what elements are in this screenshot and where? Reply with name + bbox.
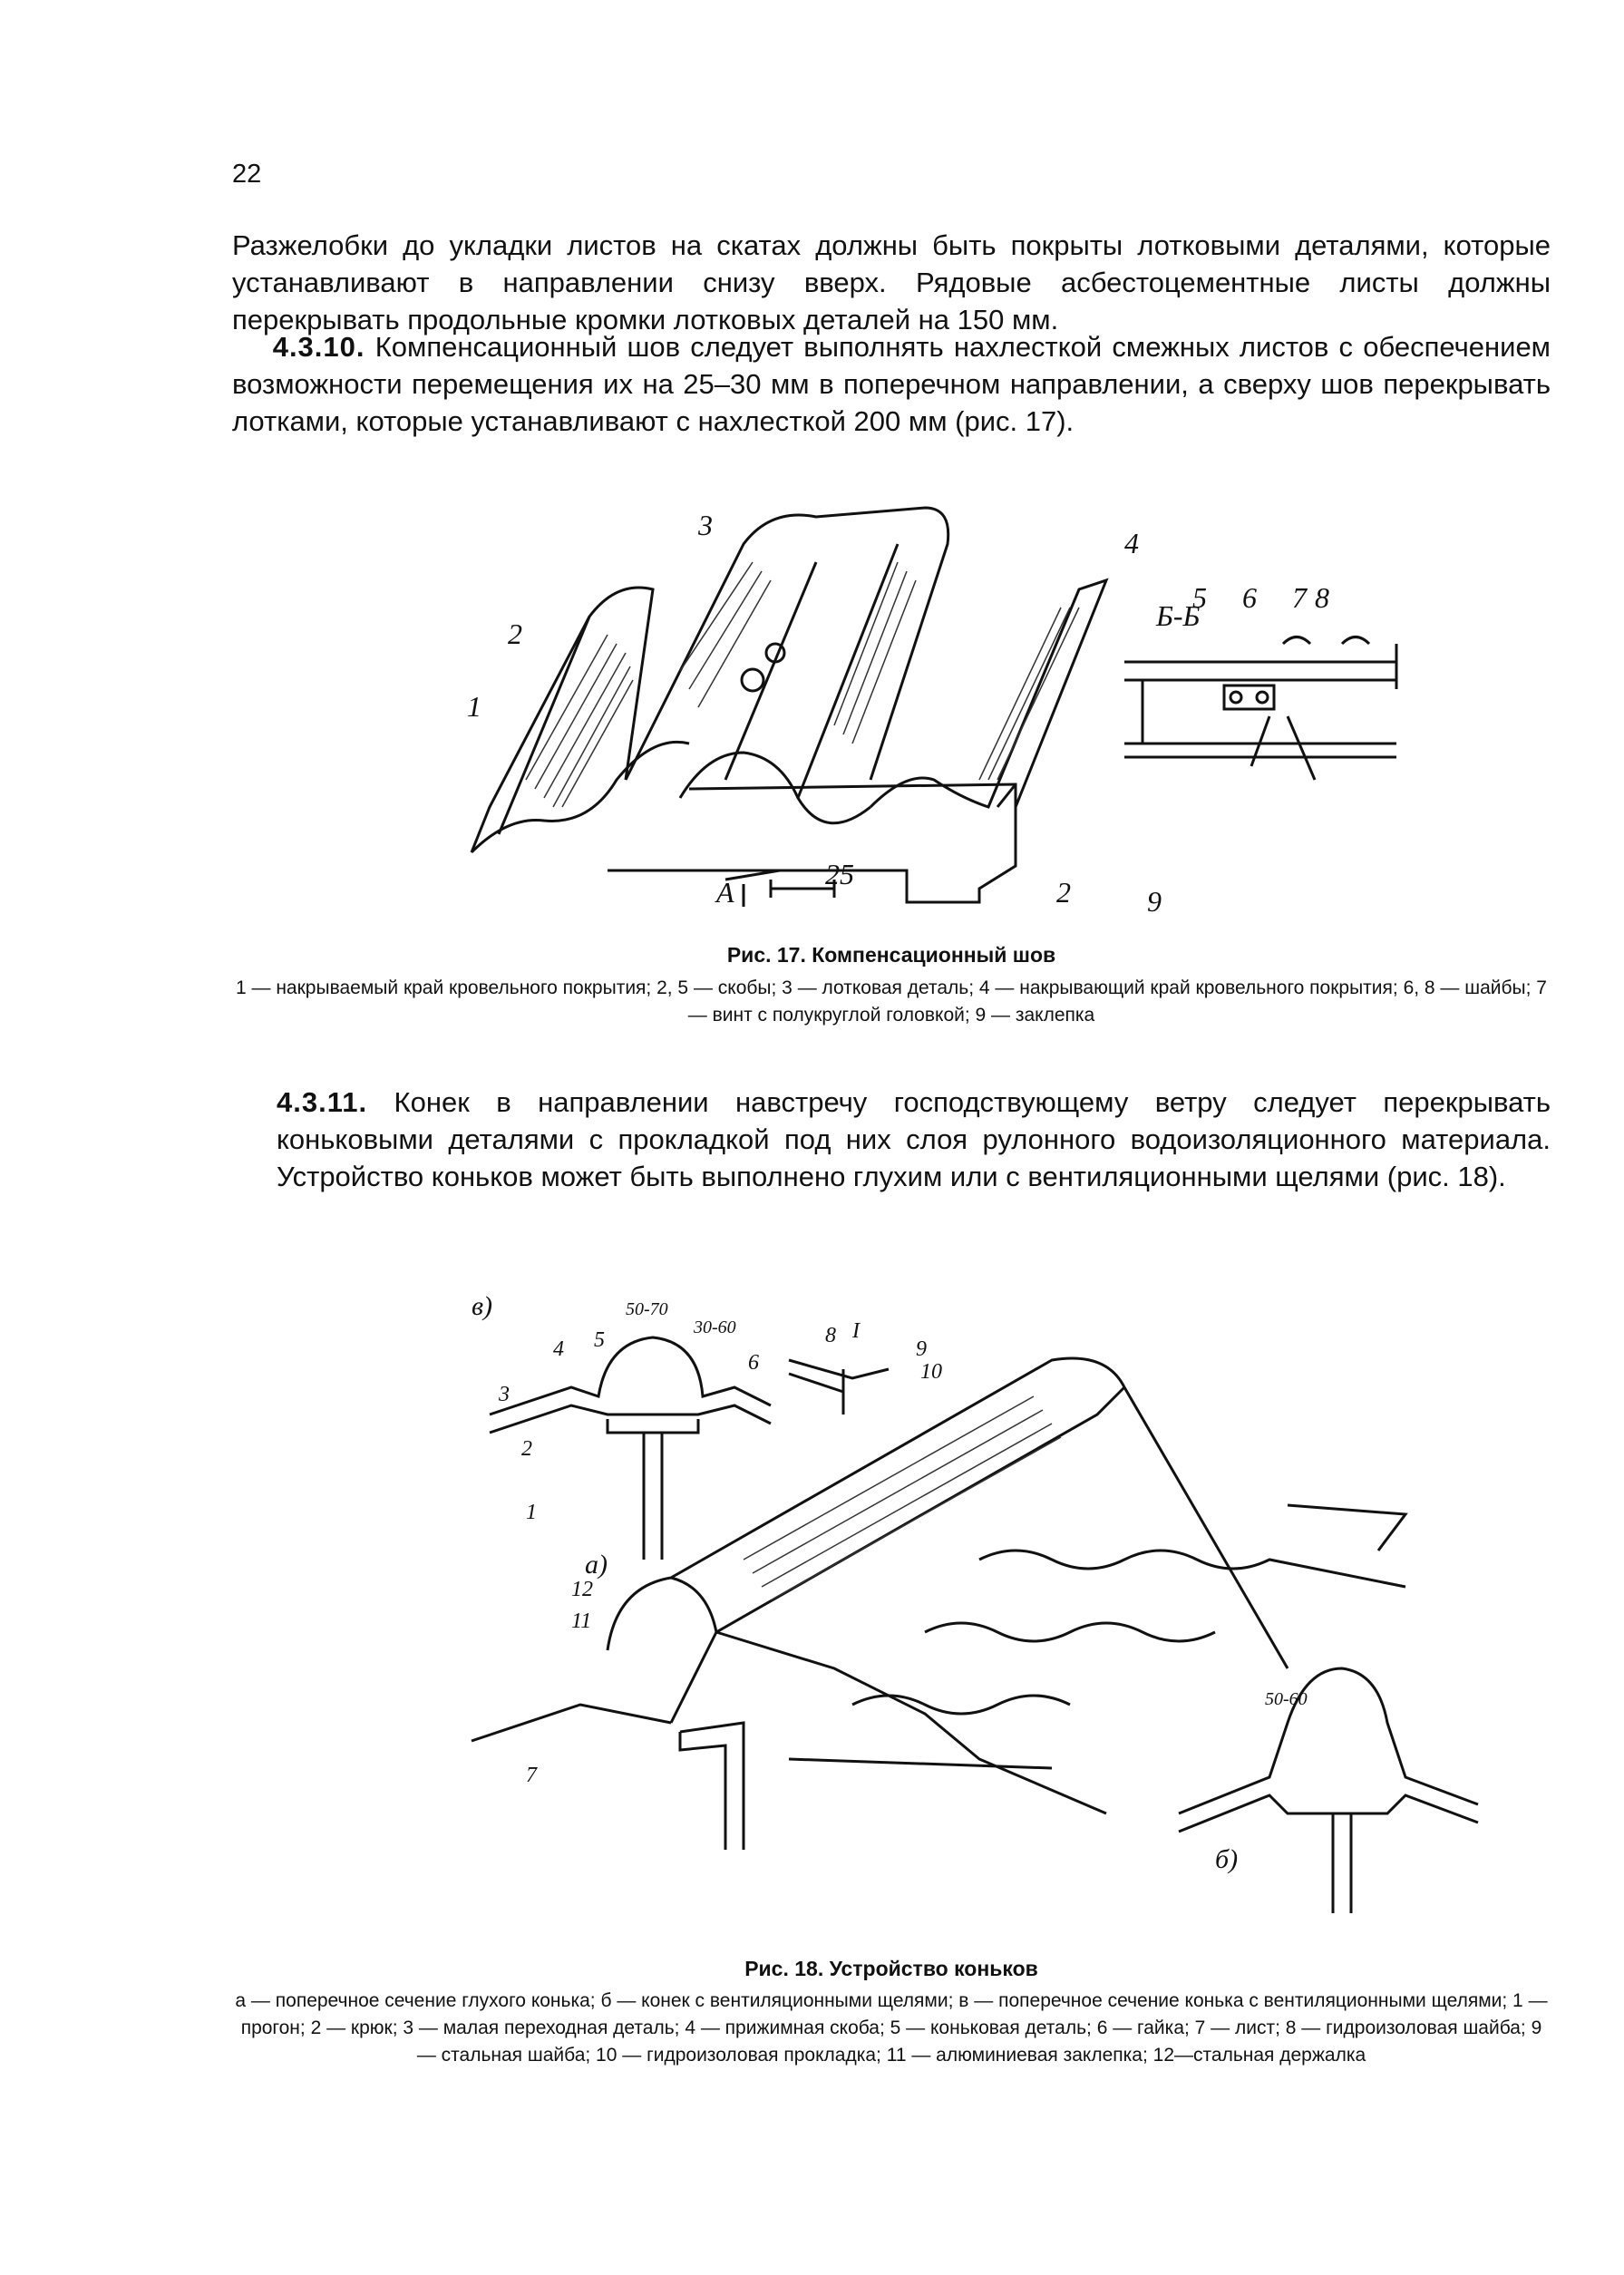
fig18-label-6: 6 bbox=[748, 1351, 759, 1375]
fig18-label-2: 2 bbox=[521, 1437, 532, 1461]
fig17-label-9: 9 bbox=[1147, 885, 1162, 918]
fig18-label-5: 5 bbox=[594, 1328, 605, 1352]
clause-number: 4.3.11. bbox=[277, 1086, 368, 1118]
fig17-label-1: 1 bbox=[467, 690, 481, 723]
paragraph-4-3-11 bbox=[277, 1084, 1551, 1195]
fig18-label-a: а) bbox=[585, 1550, 608, 1580]
figure-18-drawing bbox=[472, 1288, 1578, 1913]
fig18-dim-50-70: 50-70 bbox=[626, 1299, 668, 1319]
fig18-label-7: 7 bbox=[526, 1764, 537, 1787]
fig17-dim-25: 25 bbox=[825, 858, 854, 890]
figure-17-drawing bbox=[467, 508, 1541, 934]
fig17-label-7: 7 bbox=[1292, 581, 1307, 614]
figure-17-caption-text: 1 — накрываемый край кровельного покрытия; 2, 5 — скобы; 3 — лотковая деталь; 4 — накрывающий край кровельного покрытия; 6, 8 — шайбы; 7 — винт с полукруглой головкой; 9 — заклепка bbox=[235, 977, 1547, 1026]
fig17-label-6: 6 bbox=[1242, 581, 1257, 614]
fig18-label-b: б) bbox=[1215, 1844, 1239, 1874]
paragraph-4-3-10 bbox=[232, 328, 1551, 440]
clause-text: Конек в направлении навстречу господствующему ветру следует перекрывать коньковыми деталями с прокладкой под них слоя рулонного водоизоляционного материала. Устройство коньков может быть выполнено глухим или с вентиляционными щелями (рис. 18). bbox=[277, 1086, 1551, 1192]
fig18-label-10: 10 bbox=[920, 1360, 942, 1384]
fig18-dim-50-60: 50-60 bbox=[1265, 1689, 1308, 1709]
figure-18-caption-title: Рис. 18. Устройство коньков bbox=[744, 1957, 1038, 1980]
fig18-label-3: 3 bbox=[499, 1383, 510, 1406]
fig18-label-1: 1 bbox=[526, 1501, 537, 1524]
clause-text: Компенсационный шов следует выполнять нахлесткой смежных листов с обеспечением возможности перемещения их на 25–30 мм в поперечном направлении, а сверху шов перекрывать лотками, которые устанавливают с нахлесткой 200 мм (рис. 17). bbox=[232, 331, 1551, 437]
fig17-label-3: 3 bbox=[698, 509, 713, 541]
clause-number: 4.3.10. bbox=[272, 331, 365, 363]
fig17-section-label: Б-Б bbox=[1156, 599, 1201, 632]
fig17-label-4: 4 bbox=[1124, 527, 1139, 559]
fig18-label-4: 4 bbox=[553, 1337, 564, 1361]
fig18-label-9: 9 bbox=[916, 1337, 927, 1361]
figure-18-caption-text: а — поперечное сечение глухого конька; б — конек с вентиляционными щелями; в — поперечное сечение конька с вентиляционными щелями; 1 — прогон; 2 — крюк; 3 — малая переходная деталь; 4 — прижимная скоба; 5 — коньковая деталь; 6 — гайка; 7 — лист; 8 — гидроизоловая шайба; 9 — стальная шайба; 10 — гидроизоловая прокладка; 11 — алюминиевая заклепка; 12—стальная держалка bbox=[235, 1990, 1548, 2066]
fig18-label-8: 8 bbox=[825, 1324, 836, 1347]
figure-17-caption-title: Рис. 17. Компенсационный шов bbox=[726, 943, 1056, 967]
fig18-label-11: 11 bbox=[571, 1609, 592, 1633]
page-number: 22 bbox=[232, 160, 262, 189]
paragraph-1: Разжелобки до укладки листов на скатах должны быть покрыты лотковыми деталями, которые устанавливают в направлении снизу вверх. Рядовые асбестоцементные листы должны перекрывать продольные кромки лотковых деталей на 150 мм. bbox=[232, 229, 1551, 335]
fig17-label-b2: 2 bbox=[1056, 876, 1071, 909]
fig17-label-5: 5 bbox=[1192, 581, 1207, 614]
fig17-label-2: 2 bbox=[508, 617, 522, 650]
fig17-label-8: 8 bbox=[1315, 581, 1329, 614]
fig18-label-v: в) bbox=[472, 1291, 493, 1321]
fig18-dim-30-60: 30-60 bbox=[694, 1317, 736, 1337]
fig18-label-12: 12 bbox=[571, 1578, 593, 1601]
fig18-label-I: I bbox=[852, 1319, 860, 1343]
fig17-label-a: А bbox=[716, 876, 734, 909]
